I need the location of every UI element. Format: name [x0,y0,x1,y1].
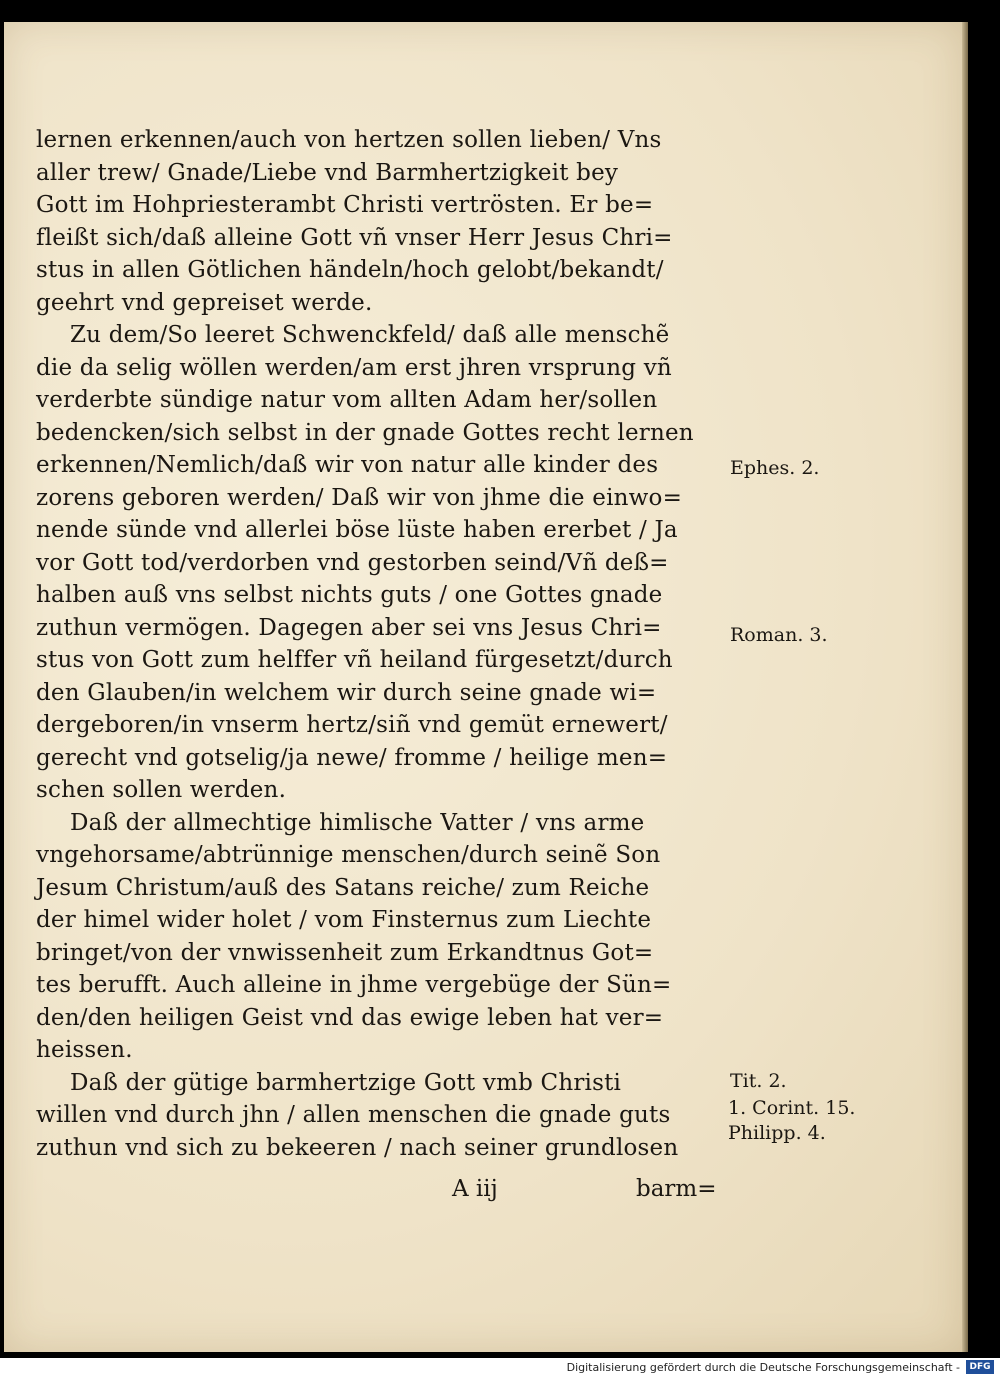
text-line: bringet/von der vnwissenheit zum Erkandtnus Got= [36,939,654,966]
dfg-logo: DFG [966,1360,994,1374]
text-line: Zu dem/So leeret Schwenckfeld/ daß alle menschẽ [70,322,670,348]
signature-mark: A iij [452,1176,498,1202]
text-line: Jesum Christum/auß des Satans reiche/ zum Reiche [36,874,650,901]
page-edge [962,22,968,1352]
text-line: vor Gott tod/verdorben vnd gestorben seind/Vñ deß= [36,549,669,576]
text-line: erkennen/Nemlich/daß wir von natur alle kinder des [36,452,659,478]
body-text-block [36,124,726,1164]
text-line: Daß der gütige barmhertzige Gott vmb Christi [70,1069,622,1096]
text-line: vngehorsame/abtrünnige menschen/durch seinẽ Son [36,842,661,868]
text-line: gerecht vnd gotselig/ja newe/ fromme / heilige men= [36,744,668,771]
text-line: die da selig wöllen werden/am erst jhren vrsprung vñ [36,354,672,381]
text-line: Gott im Hohpriesterambt Christi vertrösten. Er be= [36,192,654,218]
text-line: Daß der allmechtige himlische Vatter / vns arme [70,809,645,836]
footer-bar [0,1358,1000,1378]
text-line: schen sollen werden. [36,777,287,803]
digitization-credit: Digitalisierung gefördert durch die Deutsche Forschungsgemeinschaft - [566,1361,960,1374]
margin-note-philipp: Philipp. 4. [728,1122,826,1144]
margin-note-tit: Tit. 2. [730,1070,787,1092]
text-line: den/den heiligen Geist vnd das ewige leben hat ver= [36,1004,664,1031]
text-line: stus in allen Götlichen händeln/hoch gelobt/bekandt/ [36,257,664,283]
text-line: heissen. [36,1037,133,1063]
text-line: der himel wider holet / vom Finsternus zum Liechte [36,907,652,933]
text-line: aller trew/ Gnade/Liebe vnd Barmhertzigkeit bey [36,159,619,186]
text-line: fleißt sich/daß alleine Gott vñ vnser Herr Jesus Chri= [36,224,673,251]
text-line: nende sünde vnd allerlei böse lüste haben ererbet / Ja [36,517,678,543]
text-line: tes berufft. Auch alleine in jhme vergebüge der Sün= [36,972,672,998]
text-line: zuthun vnd sich zu bekeeren / nach seiner grundlosen [36,1134,679,1161]
text-line: willen vnd durch jhn / allen menschen die gnade guts [36,1102,671,1128]
text-line: dergeboren/in vnserm hertz/siñ vnd gemüt ernewert/ [36,712,668,738]
catchword: barm= [636,1176,717,1202]
margin-note-corint: 1. Corint. 15. [728,1097,856,1119]
text-line: zuthun vermögen. Dagegen aber sei vns Jesus Chri= [36,614,662,641]
margin-note-roman: Roman. 3. [730,624,828,646]
text-line: halben auß vns selbst nichts guts / one Gottes gnade [36,582,663,608]
text-line: den Glauben/in welchem wir durch seine gnade wi= [36,679,657,706]
margin-note-ephes: Ephes. 2. [730,457,820,479]
text-line: stus von Gott zum helffer vñ heiland fürgesetzt/durch [36,647,673,673]
text-line: bedencken/sich selbst in der gnade Gottes recht lernen [36,419,694,446]
text-line: geehrt vnd gepreiset werde. [36,289,373,316]
text-line: zorens geboren werden/ Daß wir von jhme die einwo= [36,484,683,511]
text-line: verderbte sündige natur vom allten Adam her/sollen [36,387,658,413]
text-line: lernen erkennen/auch von hertzen sollen lieben/ Vns [36,127,662,153]
